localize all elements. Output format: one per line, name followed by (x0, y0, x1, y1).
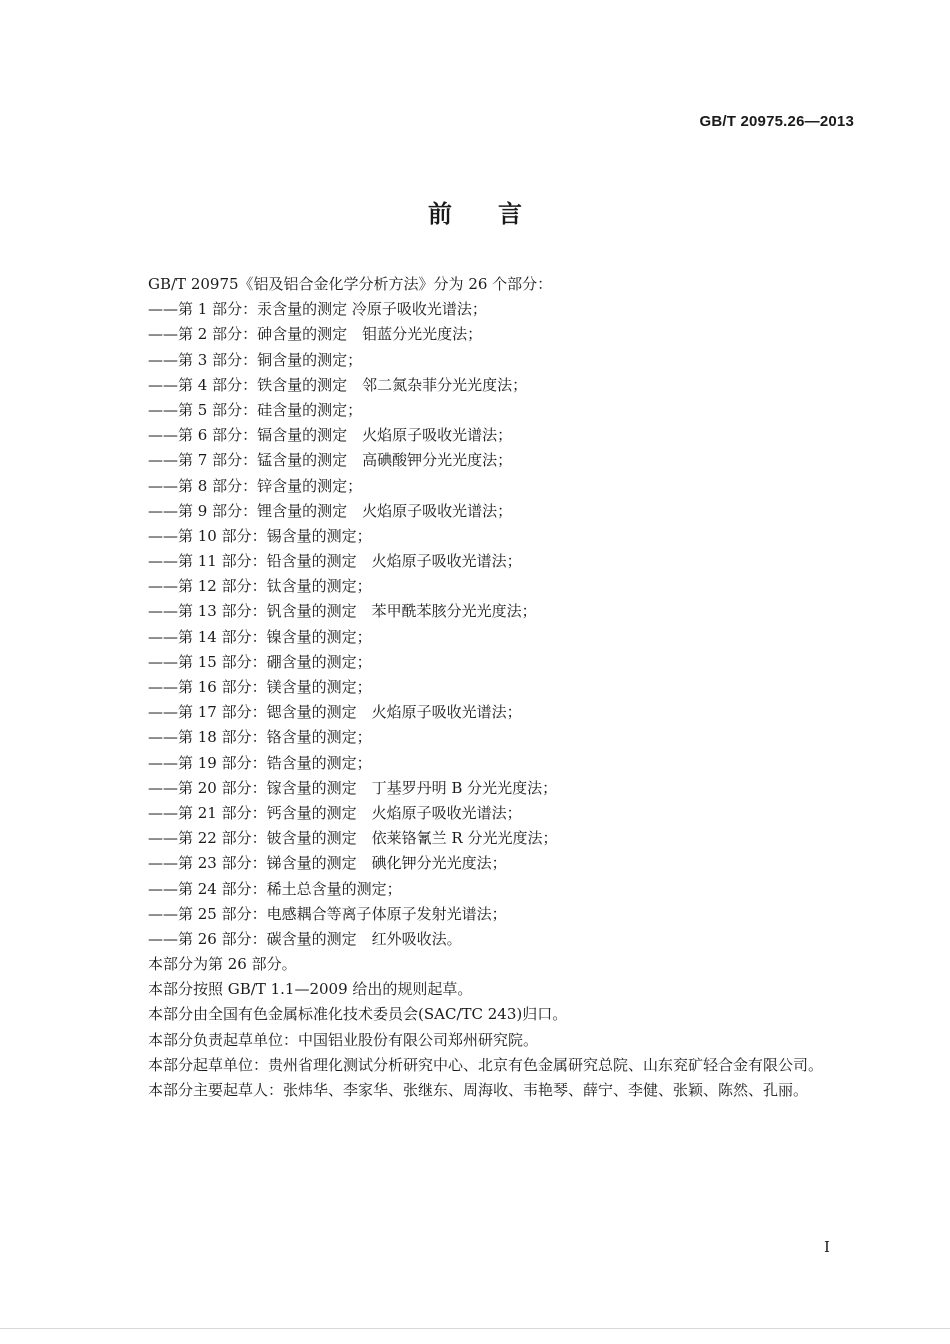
list-item: ——第 21 部分：钙含量的测定 火焰原子吸收光谱法； (148, 803, 522, 822)
list-item: ——第 20 部分：镓含量的测定 丁基罗丹明 B 分光光度法； (148, 778, 558, 797)
list-item: ——第 3 部分：铜含量的测定； (148, 350, 363, 369)
list-item: ——第 23 部分：锑含量的测定 碘化钾分光光度法； (148, 854, 507, 873)
list-item: ——第 6 部分：镉含量的测定 火焰原子吸收光谱法； (148, 426, 513, 445)
list-item: ——第 15 部分：硼含量的测定； (148, 652, 372, 671)
drafting-units-statement: 本部分起草单位：贵州省理化测试分析研究中心、北京有色金属研究总院、山东兖矿轻合金有限公司。 (148, 1055, 824, 1074)
list-item: ——第 22 部分：铍含量的测定 依莱铬氰兰 R 分光光度法； (148, 829, 558, 848)
list-item: ——第 2 部分：砷含量的测定 钼蓝分光光度法； (148, 325, 483, 344)
list-item: ——第 1 部分：汞含量的测定 冷原子吸收光谱法； (148, 300, 487, 319)
list-item: ——第 7 部分：锰含量的测定 高碘酸钾分光光度法； (148, 451, 513, 470)
list-item: ——第 10 部分：锡含量的测定； (148, 526, 372, 545)
parts-list (110, 297, 860, 952)
centralized-by-statement: 本部分由全国有色金属标准化技术委员会(SAC/TC 243)归口。 (148, 1005, 568, 1024)
list-item: ——第 11 部分：铅含量的测定 火焰原子吸收光谱法； (148, 552, 522, 571)
list-item: ——第 25 部分：电感耦合等离子体原子发射光谱法； (148, 904, 507, 923)
intro-paragraph: GB/T 20975《铝及铝合金化学分析方法》分为 26 个部分： (148, 275, 553, 293)
list-item: ——第 13 部分：钒含量的测定 苯甲酰苯胲分光光度法； (148, 602, 537, 621)
list-item: ——第 12 部分：钛含量的测定； (148, 577, 372, 596)
list-item: ——第 9 部分：锂含量的测定 火焰原子吸收光谱法； (148, 501, 513, 520)
list-item: ——第 26 部分：碳含量的测定 红外吸收法。 (148, 929, 462, 948)
page-bottom-edge (0, 1328, 950, 1329)
list-item: ——第 24 部分：稀土总含量的测定； (148, 879, 402, 898)
main-drafters-statement: 本部分主要起草人：张炜华、李家华、张继东、周海收、韦艳琴、薛宁、李健、张颖、陈然、孔丽。 (148, 1081, 809, 1100)
this-part-statement: 本部分为第 26 部分。 (148, 955, 297, 974)
list-item: ——第 17 部分：锶含量的测定 火焰原子吸收光谱法； (148, 703, 522, 722)
drafting-rules-statement: 本部分按照 GB/T 1.1—2009 给出的规则起草。 (148, 980, 473, 999)
list-item: ——第 18 部分：铬含量的测定； (148, 728, 372, 747)
list-item: ——第 14 部分：镍含量的测定； (148, 627, 372, 646)
responsible-unit-statement: 本部分负责起草单位：中国铝业股份有限公司郑州研究院。 (148, 1030, 539, 1049)
list-item: ——第 8 部分：锌含量的测定； (148, 476, 363, 495)
foreword-body (110, 272, 860, 1103)
page-number: I (824, 1238, 830, 1256)
list-item: ——第 5 部分：硅含量的测定； (148, 400, 363, 419)
page-title: 前言 (428, 200, 568, 228)
standard-code: GB/T 20975.26—2013 (699, 113, 854, 130)
list-item: ——第 4 部分：铁含量的测定 邻二氮杂菲分光光度法； (148, 375, 528, 394)
list-item: ——第 19 部分：锆含量的测定； (148, 753, 372, 772)
list-item: ——第 16 部分：镁含量的测定； (148, 678, 372, 696)
